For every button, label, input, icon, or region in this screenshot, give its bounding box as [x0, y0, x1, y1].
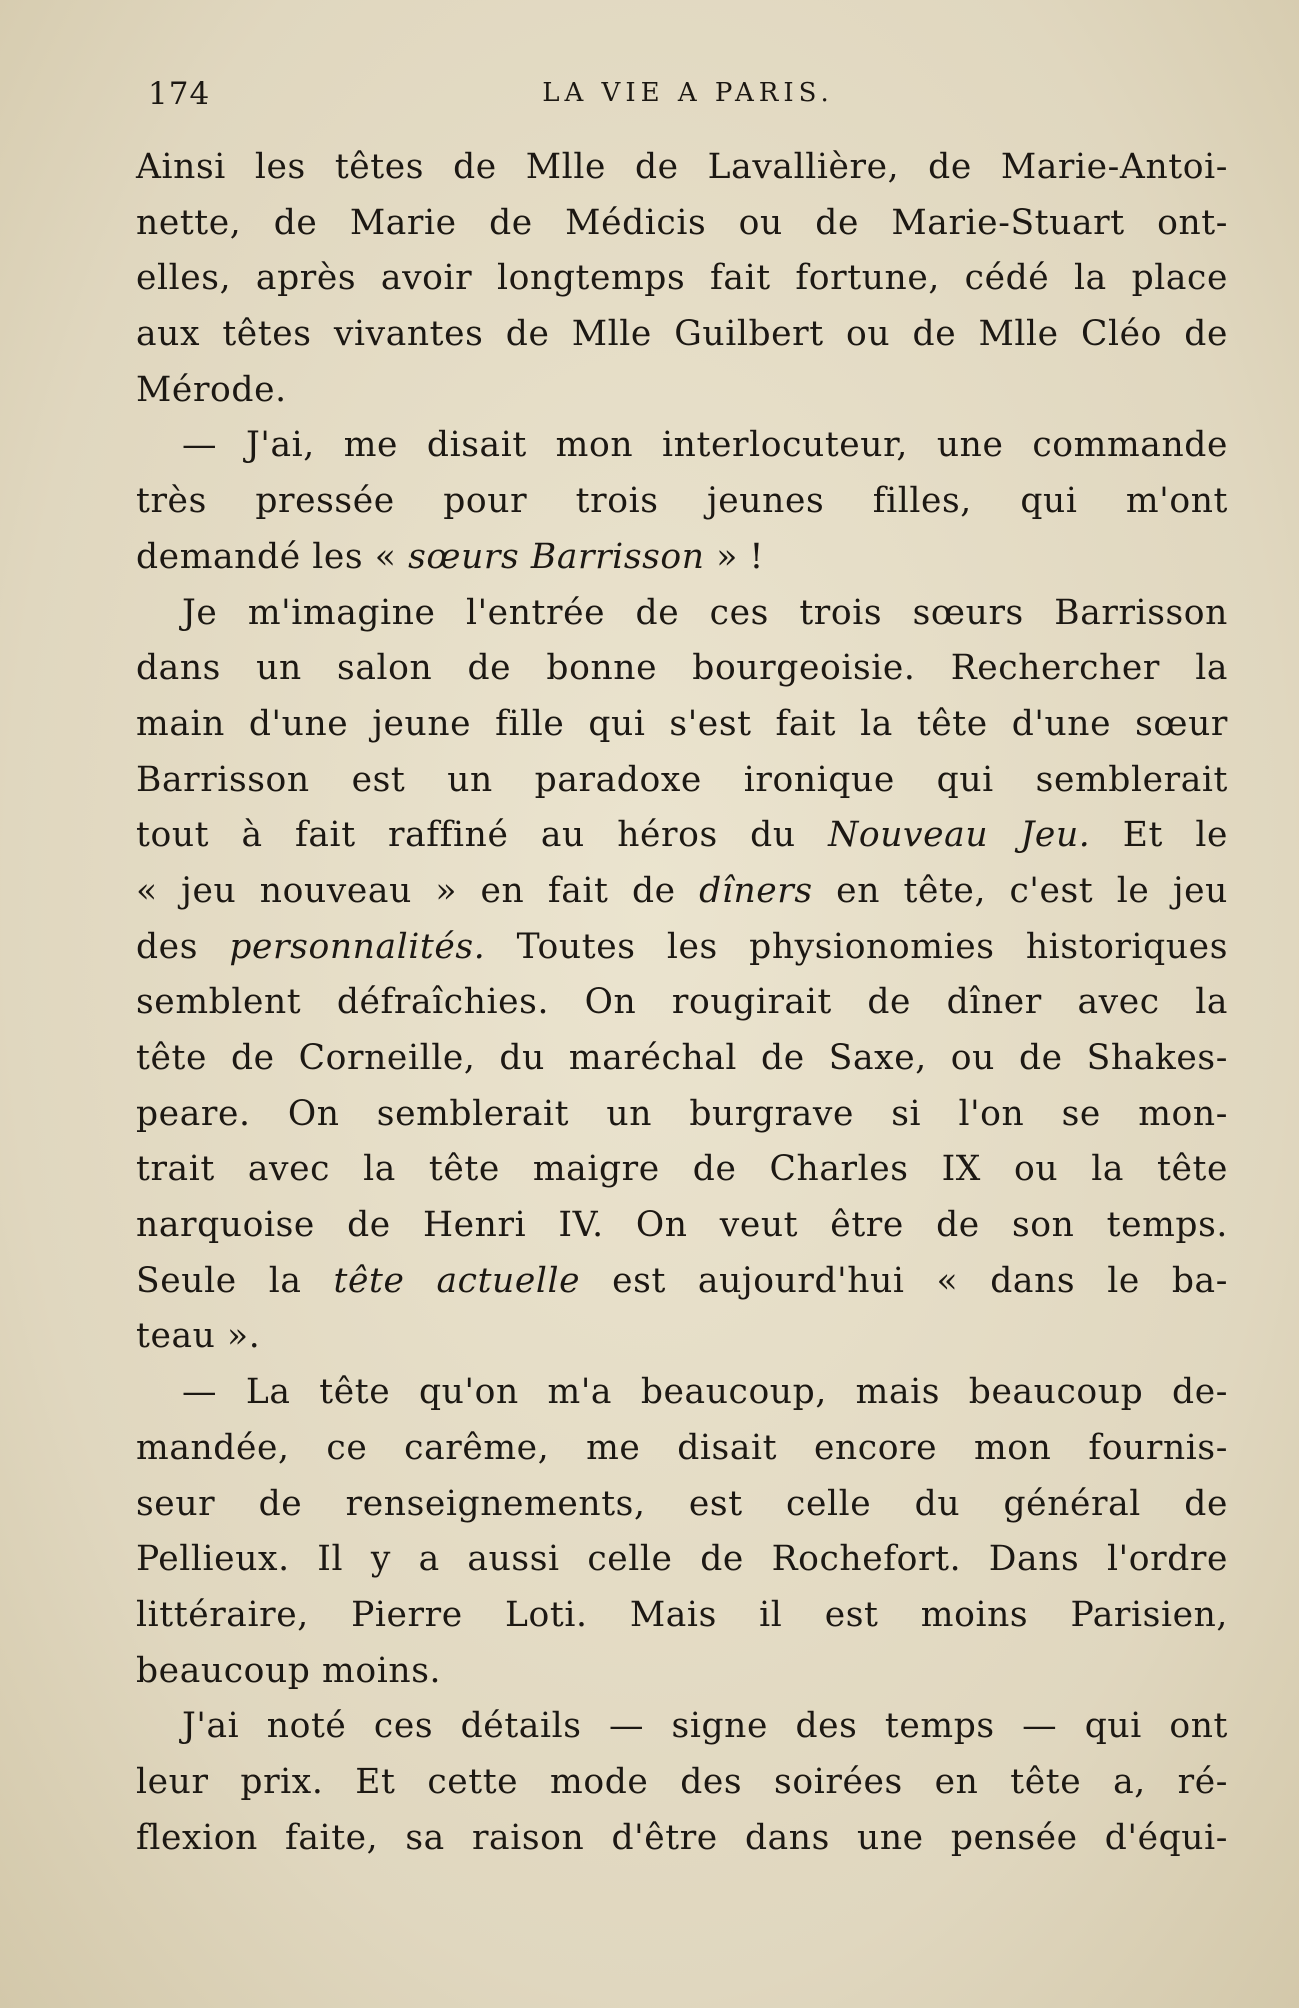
italic-text: dîners: [699, 870, 813, 911]
text-run: » !: [704, 536, 764, 577]
text-run: trait avec la tête maigre de Charles IX ou la tête: [136, 1149, 1228, 1190]
text-line: [136, 530, 1228, 586]
text-line: [136, 753, 1228, 809]
italic-text: personnalités.: [229, 926, 486, 967]
text-line: [136, 1755, 1228, 1811]
paragraph: [136, 140, 1228, 418]
text-run: dans un salon de bonne bourgeoisie. Rechercher la: [136, 648, 1228, 689]
text-run: Ainsi les têtes de Mlle de Lavallière, de Marie-Antoi-: [136, 147, 1228, 187]
italic-text: sœurs Barrisson: [408, 536, 705, 577]
text-run: mandée, ce carême, me disait encore mon fournis-: [136, 1427, 1228, 1468]
text-line: [136, 697, 1228, 753]
text-run: elles, après avoir longtemps fait fortune, cédé la place: [136, 258, 1228, 299]
text-line: [136, 1811, 1228, 1867]
text-line: [136, 363, 1228, 419]
text-run: tête de Corneille, du maréchal de Saxe, ou de Shakes-: [136, 1038, 1228, 1078]
paragraph: [136, 418, 1228, 585]
text-run: peare. On semblerait un burgrave si l'on se mon-: [136, 1093, 1228, 1134]
text-run: Barrisson est un paradoxe ironique qui semblerait: [136, 759, 1228, 800]
text-run: narquoise de Henri IV. On veut être de son temps.: [136, 1205, 1228, 1246]
text-line: [136, 1421, 1228, 1477]
text-line: [136, 586, 1228, 642]
text-line: [136, 251, 1228, 307]
text-run: en tête, c'est le jeu: [812, 870, 1229, 911]
paragraph: [136, 586, 1228, 1366]
text-line: [136, 1588, 1228, 1644]
text-run: leur prix. Et cette mode des soirées en tête a, ré-: [136, 1761, 1228, 1802]
page-number: 174: [148, 76, 211, 112]
text-run: Et le: [1090, 815, 1228, 856]
text-run: est aujourd'hui « dans le ba-: [580, 1260, 1228, 1301]
text-run: J'ai noté ces détails — signe des temps — qui ont: [182, 1706, 1228, 1747]
text-line: [136, 1087, 1228, 1143]
text-run: main d'une jeune fille qui s'est fait la tête d'une sœur: [136, 703, 1228, 744]
text-run: teau ».: [136, 1316, 261, 1357]
text-line: [136, 975, 1228, 1031]
text-run: Toutes les physionomies historiques: [485, 926, 1229, 967]
text-run: seur de renseignements, est celle du général de: [136, 1483, 1228, 1524]
text-run: Pellieux. Il y a aussi celle de Rochefort. Dans l'ordre: [136, 1539, 1228, 1580]
text-run: tout à fait raffiné au héros du: [136, 815, 829, 856]
text-line: [136, 418, 1228, 474]
text-line: [136, 1532, 1228, 1588]
text-line: [136, 1142, 1228, 1198]
italic-text: Nouveau Jeu.: [828, 815, 1091, 856]
paragraph: [136, 1699, 1228, 1866]
running-title: LA VIE A PARIS.: [542, 78, 834, 108]
text-line: [136, 1309, 1228, 1365]
text-run: Mérode.: [136, 369, 287, 410]
text-run: flexion faite, sa raison d'être dans une pensée d'équi-: [136, 1817, 1228, 1858]
text-run: demandé les «: [136, 536, 409, 577]
text-line: [136, 196, 1228, 252]
body-text: [136, 140, 1228, 1866]
text-line: [136, 1198, 1228, 1254]
text-line: [136, 1365, 1228, 1421]
page-header: [148, 76, 1228, 116]
text-line: [136, 641, 1228, 697]
text-run: nette, de Marie de Médicis ou de Marie-Stuart ont-: [136, 202, 1228, 243]
text-line: [136, 920, 1228, 976]
text-run: Seule la: [136, 1260, 334, 1301]
text-run: — La tête qu'on m'a beaucoup, mais beaucoup de-: [182, 1372, 1228, 1413]
text-line: [136, 1254, 1228, 1310]
text-line: [136, 1477, 1228, 1533]
text-line: [136, 140, 1228, 196]
text-run: semblent défraîchies. On rougirait de dîner avec la: [136, 982, 1228, 1023]
italic-text: tête actuelle: [333, 1260, 581, 1301]
text-run: des: [136, 926, 230, 967]
text-line: [136, 808, 1228, 864]
text-run: beaucoup moins.: [136, 1650, 442, 1691]
text-run: Je m'imagine l'entrée de ces trois sœurs Barrisson: [182, 592, 1228, 633]
text-line: [136, 474, 1228, 530]
text-line: [136, 1644, 1228, 1700]
text-run: littéraire, Pierre Loti. Mais il est moins Parisien,: [136, 1594, 1228, 1635]
text-run: « jeu nouveau » en fait de: [136, 870, 700, 911]
paragraph: [136, 1365, 1228, 1699]
text-line: [136, 864, 1228, 920]
text-line: [136, 1699, 1228, 1755]
text-line: [136, 1031, 1228, 1087]
text-run: aux têtes vivantes de Mlle Guilbert ou de Mlle Cléo de: [136, 314, 1228, 355]
text-run: — J'ai, me disait mon interlocuteur, une commande: [182, 425, 1228, 466]
text-line: [136, 307, 1228, 363]
text-run: très pressée pour trois jeunes filles, qui m'ont: [136, 481, 1228, 522]
